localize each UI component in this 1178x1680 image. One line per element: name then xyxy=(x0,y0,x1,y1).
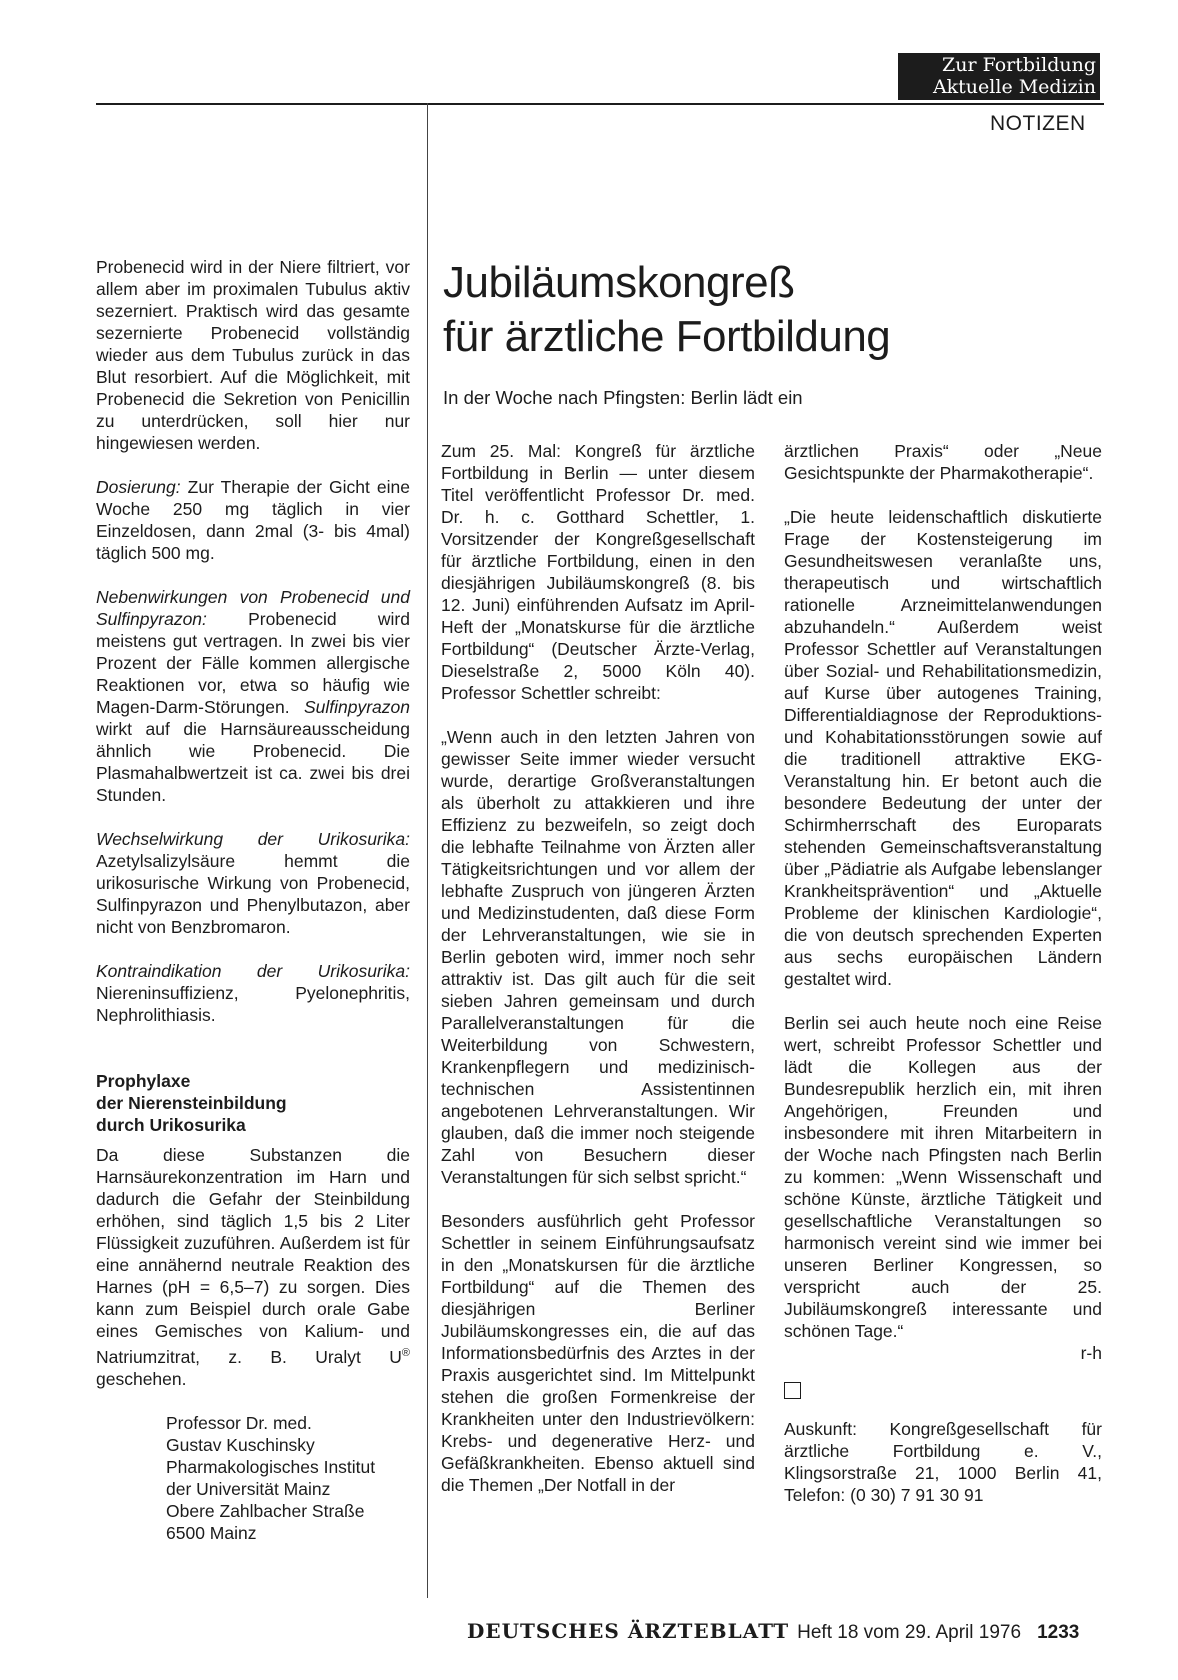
paragraph-dosierung xyxy=(96,476,410,564)
nebenwirkungen-label: Nebenwirkungen von Probenecid und Sulfinpyrazon: xyxy=(96,587,410,629)
page-number: 1233 xyxy=(1037,1622,1080,1643)
author-line-4: der Universität Mainz xyxy=(166,1478,331,1499)
paragraph-wechselwirkung xyxy=(96,828,410,938)
author-line-1: Professor Dr. med. xyxy=(166,1412,312,1433)
article-paragraph-3: Besonders ausführlich geht Professor Schettler in seinem Einführungsaufsatz in den „Monatskursen für die ärztliche Fortbildung“ auf die Themen des diesjährigen Berliner Jubiläumskongresses ein, die auf das Informationsbedürfnis des Arztes in der Praxis ausgerichtet sind. Im Mittelpunkt stehen die großen Formenkreise der Krankheiten unter den Industrievölkern: Krebs- und degenerative Herz- und Gefäßkrankheiten. Ebenso aktuell sind die Themen „Der Notfall in der xyxy=(441,1211,755,1495)
prophylaxe-text: Da diese Substanzen die Harnsäurekonzentration im Harn und dadurch die Gefahr der Steinbildung erhöhen, sind täglich 1,5 bis 2 Liter Flüssigkeit zuzuführen. Außerdem ist für eine annähernd neutrale Reaktion des Harnes (pH = 6,5–7) zu sorgen. Dies kann zum Beispiel durch orale Gabe eines Gemisches von Kalium- und Natriumzitrat, z. B. Uralyt U xyxy=(96,1145,410,1367)
paragraph-nebenwirkungen xyxy=(96,586,410,806)
dosierung-label: Dosierung: xyxy=(96,477,181,497)
signoff-row xyxy=(784,1342,1102,1364)
article-paragraph-2: „Wenn auch in den letzten Jahren von gewisser Seite immer wieder versucht wurde, derartige Großveranstaltungen als überholt zu attakkieren und ihre Effizienz zu bezweifeln, so zeigt doch die lebhafte Teilnahme von Ärzten aller Tätigkeitsrichtungen und vor allem der lebhafte Zuspruch von jüngeren Ärzten und Medizinstudenten, daß diese Form der Lehrveranstaltungen, wie sie in Berlin geboten wird, immer noch sehr attraktiv ist. Das gilt auch für die seit sieben Jahren gemeinsam und durch Parallelveranstaltungen für die Weiterbildung von Schwestern, Krankenpflegern und medizinisch-technischen Assistentinnen angebotenen Lehrveranstaltungen. Wir glauben, daß die immer noch steigende Zahl von Besuchern dieser Veranstaltungen für sich selbst spricht.“ xyxy=(441,727,755,1187)
paragraph-prophylaxe xyxy=(96,1144,410,1390)
subheading-line-3: durch Urikosurika xyxy=(96,1115,246,1135)
wechselwirkung-label: Wechselwirkung der Urikosurika: xyxy=(96,829,410,849)
paragraph-probenecid: Probenecid wird in der Niere filtriert, vor allem aber im proximalen Tubulus aktiv sezerniert. Praktisch wird das gesamte sezernierte Probenecid vollständig wieder aus dem Tubulus zurück in das Blut resorbiert. Auf die Möglichkeit, mit Probenecid die Sekretion von Penicillin zu unterdrücken, soll hier nur hingewiesen werden. xyxy=(96,257,410,453)
left-column xyxy=(96,256,410,1544)
signoff-initials: r-h xyxy=(1080,1343,1102,1363)
wechselwirkung-text: Azetylsalizylsäure hemmt die urikosurische Wirkung von Probenecid, Sulfinpyrazon und Phenylbutazon, aber nicht von Benzbromaron. xyxy=(96,851,410,937)
author-line-5: Obere Zahlbacher Straße xyxy=(166,1500,365,1521)
paragraph-kontraindikation xyxy=(96,960,410,1026)
end-mark-row xyxy=(784,1382,1102,1404)
kontraindikation-text: Niereninsuffizienz, Pyelonephritis, Nephrolithiasis. xyxy=(96,983,410,1025)
author-address xyxy=(166,1412,410,1544)
section-label: NOTIZEN xyxy=(990,112,1086,135)
nebenwirkungen-text-1: Probenecid wird meistens gut vertragen. In zwei bis vier Prozent der Fälle kommen allergische Reaktionen vor, etwa so häufig wie Magen-Darm-Störungen. xyxy=(96,609,410,717)
magazine-name: DEUTSCHES ÄRZTEBLATT xyxy=(467,1619,790,1643)
subheading-line-1: Prophylaxe xyxy=(96,1071,191,1091)
auskunft-paragraph: Auskunft: Kongreßgesellschaft für ärztliche Fortbildung e. V., Klingsorstraße 21, 1000 Berlin 41, Telefon: (0 30) 7 91 30 91 xyxy=(784,1419,1102,1505)
article-column-1 xyxy=(441,440,755,1496)
column-rule xyxy=(427,103,428,1598)
article-subline: In der Woche nach Pfingsten: Berlin lädt ein xyxy=(443,387,803,408)
author-line-2: Gustav Kuschinsky xyxy=(166,1434,315,1455)
prophylaxe-end: geschehen. xyxy=(96,1368,187,1389)
badge-line-2: Aktuelle Medizin xyxy=(932,76,1096,98)
article-column-2 xyxy=(784,440,1102,1506)
badge-line-1: Zur Fortbildung xyxy=(942,54,1096,76)
dosierung-text: Zur Therapie der Gicht eine Woche 250 mg täglich in vier Einzeldosen, dann 2mal (3- bis 4mal) täglich 500 mg. xyxy=(96,477,410,563)
top-rule xyxy=(96,103,1104,105)
article-paragraph-6: Berlin sei auch heute noch eine Reise wert, schreibt Professor Schettler und lädt die Kollegen aus der Bundesrepublik herzlich ein, mit ihren Angehörigen, Freunden und insbesondere mit ihren Mitarbeitern in der Woche nach Pfingsten nach Berlin zu kommen: „Wenn Wissenschaft und schöne Künste, ärztliche Tätigkeit und gesellschaftliche Veranstaltungen so harmonisch vereint sind wie immer bei unseren Berliner Kongressen, so verspricht auch der 25. Jubiläumskongreß interessante und schönen Tage.“ xyxy=(784,1013,1102,1341)
page-footer xyxy=(467,1619,1079,1644)
nebenwirkungen-text-2: wirkt auf die Harnsäureausscheidung ähnlich wie Probenecid. Die Plasmahalbwertzeit ist ca. zwei bis drei Stunden. xyxy=(96,719,410,805)
subheading-line-2: der Nierensteinbildung xyxy=(96,1093,287,1113)
section-badge xyxy=(898,53,1100,100)
headline-line-2: für ärztliche Fortbildung xyxy=(443,312,891,361)
kontraindikation-label: Kontraindikation der Urikosurika: xyxy=(96,961,410,981)
author-line-6: 6500 Mainz xyxy=(166,1522,257,1543)
issue-info: Heft 18 vom 29. April 1976 xyxy=(797,1622,1022,1643)
author-line-3: Pharmakologisches Institut xyxy=(166,1456,376,1477)
article-headline xyxy=(443,256,890,364)
registered-mark: ® xyxy=(401,1347,410,1359)
headline-line-1: Jubiläumskongreß xyxy=(443,258,795,307)
subheading-prophylaxe xyxy=(96,1070,410,1136)
article-paragraph-4: ärztlichen Praxis“ oder „Neue Gesichtspunkte der Pharmakotherapie“. xyxy=(784,441,1102,483)
nebenwirkungen-italic: Sulfinpyrazon xyxy=(303,697,410,717)
end-of-article-box xyxy=(784,1382,801,1399)
article-paragraph-1: Zum 25. Mal: Kongreß für ärztliche Fortbildung in Berlin — unter diesem Titel veröffentlicht Professor Dr. med. Dr. h. c. Gotthard Schettler, 1. Vorsitzender der Kongreßgesellschaft für ärztliche Fortbildung, einen in den diesjährigen Jubiläumskongreß (8. bis 12. Juni) einführenden Aufsatz im April-Heft der „Monatskurse für die ärztliche Fortbildung“ (Deutscher Ärzte-Verlag, Dieselstraße 2, 5000 Köln 40). Professor Schettler schreibt: xyxy=(441,441,755,703)
article-paragraph-5: „Die heute leidenschaftlich diskutierte Frage der Kostensteigerung im Gesundheitswesen veranlaßte uns, therapeutisch und wirtschaftlich rationelle Arzneimittelanwendungen abzuhandeln.“ Außerdem weist Professor Schettler auf Veranstaltungen über Sozial- und Rehabilitationsmedizin, auf Kurse über autogenes Training, Differentialdiagnose der Reproduktions- und Kohabitationsstörungen sowie auf die traditionell attraktive EKG-Veranstaltung hin. Er betont auch die besondere Bedeutung der unter der Schirmherrschaft des Europarats stehenden Gemeinschaftsveranstaltung über „Pädiatrie als Aufgabe lebenslanger Krankheitsprävention“ und „Aktuelle Probleme der klinischen Kardiologie“, die von deutsch sprechenden Experten aus sechs europäischen Ländern gestaltet wird. xyxy=(784,507,1102,989)
